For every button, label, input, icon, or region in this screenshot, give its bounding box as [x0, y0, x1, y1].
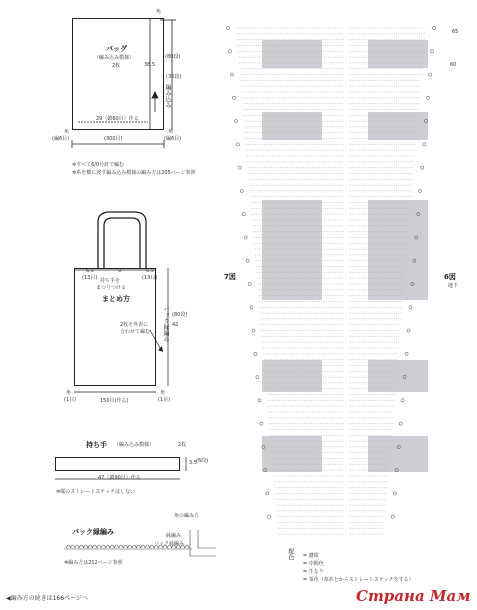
bag-corner-left-sub: (編6目) [52, 136, 70, 142]
chart-edge-marker [393, 492, 396, 495]
bag-width-label: (300目) [104, 136, 123, 142]
bag-height-label: (80段) [165, 54, 181, 60]
handle-length: 47（鎖90目）作る [98, 475, 141, 481]
chart-edge-marker [228, 50, 231, 53]
chart-edge-marker [230, 73, 233, 76]
chart-row-top: 65 [452, 29, 459, 35]
chart-edge-marker [407, 329, 410, 332]
chart-edge-marker [432, 26, 435, 29]
chart-shaded-block [262, 112, 322, 140]
assembly-corner-right-sub: (1目) [158, 397, 171, 403]
assembly-height-number: 42 [172, 322, 179, 328]
bag-bottom-label: 29（鎖60目）作る [96, 116, 139, 122]
chart-row-60: 60 [450, 62, 457, 68]
corner-method-label-2: バック縁編み [154, 541, 185, 547]
bag-corner-left: 角 [64, 129, 70, 135]
border-stitch [136, 545, 140, 548]
chart-edge-marker [242, 213, 245, 216]
border-stitch [150, 545, 154, 548]
chart-edge-marker [256, 375, 259, 378]
chart-edge-marker [421, 166, 424, 169]
border-stitch [97, 545, 101, 548]
border-title: バック縁編み [72, 528, 114, 536]
bag-corner-right-sub: (編6目) [164, 136, 182, 142]
border-stitch [176, 545, 180, 548]
chart-shaded-block [368, 200, 428, 300]
chart-edge-marker [232, 96, 235, 99]
chart-label-right: 6図 [444, 273, 456, 281]
border-stitch [172, 545, 176, 548]
chart-edge-marker [401, 399, 404, 402]
border-stitch [132, 545, 136, 548]
assembly-right-width: 6.5 [146, 268, 154, 274]
assembly-side-label: バック縁編み [162, 306, 169, 342]
border-stitch [75, 545, 79, 548]
handle-note: ✲縦のストレートステッチはしない [56, 489, 136, 495]
legend-item: = 生なり [303, 569, 324, 575]
bag-yarn-count: 2枚 [112, 63, 121, 69]
knitting-chart [226, 26, 435, 534]
assembly-stitch-note-1: 2枚を外表に [120, 322, 149, 328]
assembly-corner-left: 角 [66, 390, 72, 396]
handle-title: 持ち手 [86, 441, 107, 449]
chart-edge-marker [254, 352, 257, 355]
border-note: ✲編み方は212ページ参照 [64, 560, 123, 566]
handle-count: 2枚 [178, 442, 187, 448]
border-stitch [163, 545, 167, 548]
assembly-stitch-note-2: 合わせて編む [120, 329, 151, 335]
chart-edge-marker [260, 422, 263, 425]
bag-fold-label: (36段) [166, 74, 182, 80]
chart-edge-marker [427, 96, 430, 99]
assembly-corner-right: 角 [160, 390, 166, 396]
border-stitch [79, 545, 83, 548]
chart-edge-marker [419, 189, 422, 192]
border-stitch [110, 545, 114, 548]
handle-height-sub: (6段) [196, 458, 209, 464]
border-stitch [154, 545, 158, 548]
chart-edge-marker [244, 236, 247, 239]
border-stitch [180, 545, 184, 548]
chart-edge-marker [226, 26, 229, 29]
footer-note: ◀編み方の続きは166ページへ [6, 595, 88, 602]
border-stitch [114, 545, 118, 548]
chart-edge-marker [405, 352, 408, 355]
bag-top-corner: 角 [156, 9, 162, 15]
border-stitch [101, 545, 105, 548]
chart-edge-marker [248, 282, 251, 285]
border-stitch [123, 545, 127, 548]
watermark-logo: Страна Мам [356, 587, 471, 605]
chart-shaded-block [262, 40, 322, 68]
assembly-left-sub: (13目) [82, 275, 98, 281]
chart-edge-marker [423, 143, 426, 146]
chart-edge-marker [430, 50, 433, 53]
chart-edge-marker [240, 189, 243, 192]
chart-edge-marker [258, 399, 261, 402]
chart-edge-marker [428, 73, 431, 76]
chart-edge-marker [266, 492, 269, 495]
border-stitch [84, 545, 88, 548]
border-stitch [88, 545, 92, 548]
chart-edge-marker [252, 329, 255, 332]
border-stitch [106, 545, 110, 548]
assembly-right-sub: (13目) [142, 275, 158, 281]
assembly-handle-note-2: まつりつける [96, 285, 127, 291]
handle-subtitle: （編み込み模様） [114, 442, 155, 448]
border-stitch [185, 545, 189, 548]
border-stitch [167, 545, 171, 548]
chart-label-right-sub: 地下 [448, 283, 459, 289]
chart-edge-marker [246, 259, 249, 262]
chart-edge-marker [409, 306, 412, 309]
border-stitch [158, 545, 162, 548]
assembly-corner-left-sub: (1目) [64, 397, 77, 403]
corner-method-title: 角の編み方 [174, 513, 200, 519]
assembly-bottom-label: 150目(作る) [100, 398, 129, 404]
chart-shaded-block [368, 436, 428, 472]
chart-shaded-block [368, 360, 428, 392]
bag-subtitle: （編み込み模様） [94, 55, 135, 61]
border-stitch [141, 545, 145, 548]
border-stitch [145, 545, 149, 548]
bag-note-2: ✲糸を横に渡す編み込み模様の編み方は205ページ参照 [72, 170, 196, 176]
chart-shaded-block [262, 200, 322, 300]
chart-edge-marker [399, 422, 402, 425]
chart-shaded-block [262, 360, 322, 392]
chart-edge-marker [268, 515, 271, 518]
assembly-mid-width: 9 [118, 268, 122, 274]
legend-item: = 中間色 [303, 561, 324, 567]
assembly-left-width: 6.5 [86, 268, 94, 274]
chart-edge-marker [238, 166, 241, 169]
corner-method-label-1: 縁編み [166, 533, 182, 539]
border-stitch [92, 545, 96, 548]
bag-corner-right: 角 [168, 129, 174, 135]
border-stitch [70, 545, 74, 548]
assembly-height-label: (80段) [172, 312, 188, 318]
chart-edge-marker [250, 306, 253, 309]
border-stitch [66, 545, 70, 548]
bag-side-label: 編み込み [164, 84, 171, 108]
legend-item: = 茶色（糸あとからストレートステッチをする） [303, 577, 414, 583]
assembly-handle-note-1: 持ち手を [100, 278, 121, 284]
chart-edge-marker [234, 119, 237, 122]
bag-note-1: ✲すべて6/0号針で編む [72, 162, 125, 168]
chart-shaded-block [368, 112, 428, 140]
chart-edge-marker [236, 143, 239, 146]
legend-item: = 濃紺 [303, 553, 319, 559]
border-stitch [128, 545, 132, 548]
chart-edge-marker [391, 515, 394, 518]
bag-height-number: 38.5 [144, 62, 156, 68]
assembly-title: まとめ方 [102, 295, 130, 303]
border-stitch-row [64, 545, 192, 549]
chart-shaded-block [262, 436, 322, 472]
bag-title: バッグ [106, 45, 127, 53]
border-stitch [119, 545, 123, 548]
handle-height: 3.5 [189, 460, 197, 466]
color-legend-title: 配色 [287, 548, 294, 560]
chart-label-left: 7図 [224, 273, 236, 281]
chart-shaded-block [368, 40, 428, 68]
